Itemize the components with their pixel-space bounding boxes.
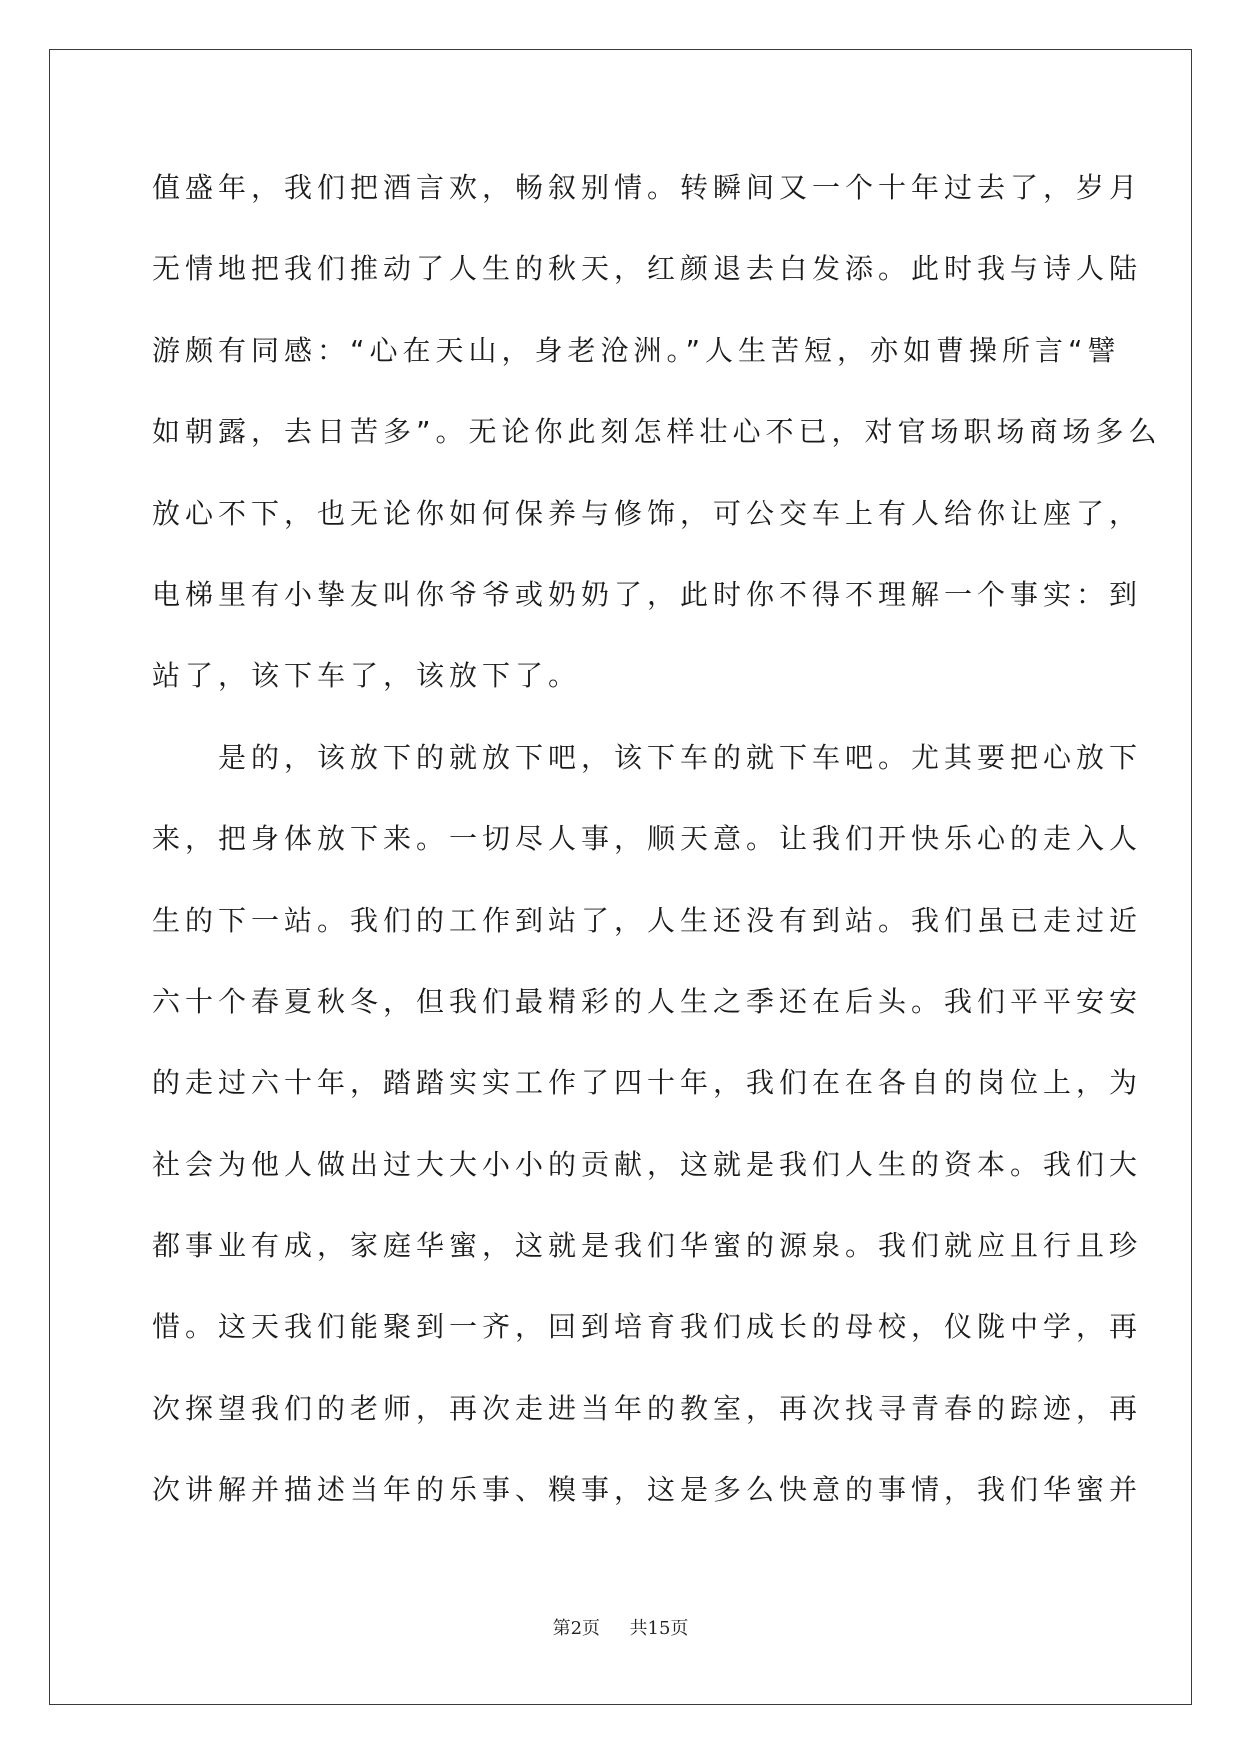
text-line: 次讲解并描述当年的乐事、糗事，这是多么快意的事情，我们华蜜并 xyxy=(152,1473,1143,1507)
text-line: 的走过六十年，踏踏实实工作了四十年，我们在在各自的岗位上，为 xyxy=(152,1066,1143,1100)
text-line: 生的下一站。我们的工作到站了，人生还没有到站。我们虽已走过近 xyxy=(152,903,1143,937)
text-line: 都事业有成，家庭华蜜，这就是我们华蜜的源泉。我们就应且行且珍 xyxy=(152,1229,1143,1263)
text-line: 电梯里有小挚友叫你爷爷或奶奶了，此时你不得不理解一个事实：到 xyxy=(152,577,1143,611)
text-line: 次探望我们的老师，再次走进当年的教室，再次找寻青春的踪迹，再 xyxy=(152,1391,1143,1425)
text-line: 游颇有同感：“心在天山，身老沧洲。”人生苦短，亦如曹操所言“譬 xyxy=(152,333,1121,367)
page-number-total: 共15页 xyxy=(629,1618,689,1639)
text-line: 值盛年，我们把酒言欢，畅叙别情。转瞬间又一个十年过去了，岁月 xyxy=(152,171,1143,204)
document-body xyxy=(152,163,1162,1547)
page-footer xyxy=(0,1614,1241,1640)
text-line: 站了，该下车了，该放下了。 xyxy=(152,659,582,693)
text-line: 如朝露，去日苦多”。无论你此刻怎样壮心不已，对官场职场商场多么 xyxy=(152,415,1162,449)
page-number-current: 第2页 xyxy=(552,1618,601,1639)
text-line: 放心不下，也无论你如何保养与修饰，可公交车上有人给你让座了， xyxy=(152,496,1143,530)
text-line: 社会为他人做出过大大小小的贡献，这就是我们人生的资本。我们大 xyxy=(152,1147,1143,1181)
text-line: 是的，该放下的就放下吧，该下车的就下车吧。尤其要把心放下 xyxy=(152,740,1143,774)
text-line: 惜。这天我们能聚到一齐，回到培育我们成长的母校，仪陇中学，再 xyxy=(152,1310,1143,1344)
text-line: 六十个春夏秋冬，但我们最精彩的人生之季还在后头。我们平平安安 xyxy=(152,984,1143,1018)
text-line: 无情地把我们推动了人生的秋天，红颜退去白发添。此时我与诗人陆 xyxy=(152,252,1143,286)
text-line: 来，把身体放下来。一切尽人事，顺天意。让我们开快乐心的走入人 xyxy=(152,822,1143,856)
